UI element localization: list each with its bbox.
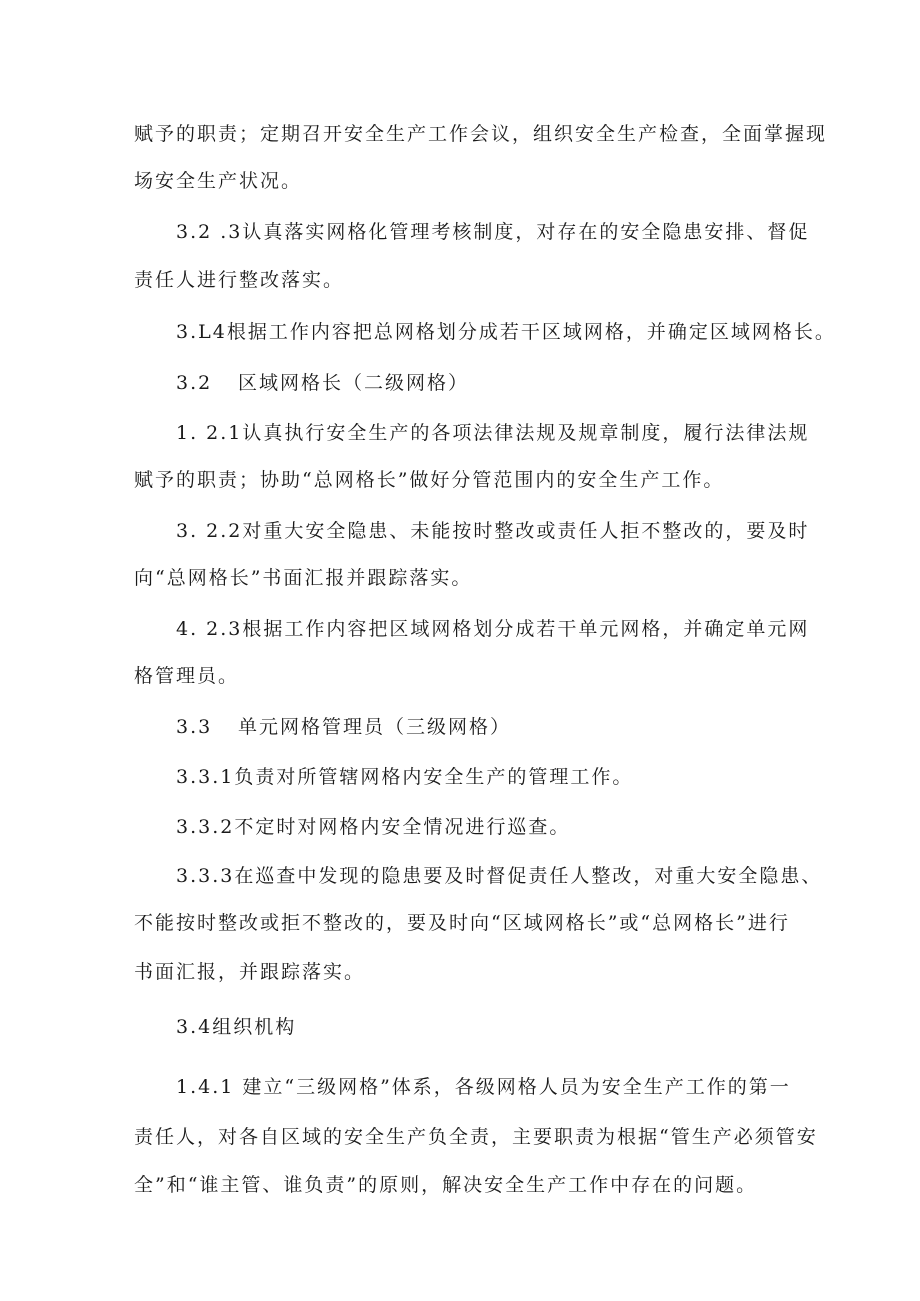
section-heading-title: 单元网格管理员（三级网格） (238, 716, 512, 738)
body-text-line: 3.L4根据工作内容把总网格划分成若干区域网格，并确定区域网格长。 (176, 321, 836, 343)
body-text-line: 场安全生产状况。 (134, 170, 303, 192)
body-text-line: 3.2 .3认真落实网格化管理考核制度，对存在的安全隐患安排、督促 (176, 221, 810, 243)
body-text-line: 全”和“谁主管、谁负责”的原则，解决安全生产工作中存在的问题。 (134, 1174, 758, 1196)
body-text-line: 赋予的职责；定期召开安全生产工作会议，组织安全生产检查，全面掌握现 (134, 123, 828, 145)
body-text-line: 不能按时整改或拒不整改的，要及时向“区域网格长”或“总网格长”进行 (134, 912, 790, 934)
section-heading (176, 371, 920, 395)
body-text-line: 3. 2.2对重大安全隐患、未能按时整改或责任人拒不整改的，要及时 (176, 520, 810, 542)
section-heading: 3.4组织机构 (176, 1016, 297, 1038)
body-text-line: 赋予的职责；协助“总网格长”做好分管范围内的安全生产工作。 (134, 469, 725, 491)
body-text-line: 责任人，对各自区域的安全生产负全责，主要职责为根据“管生产必须管安 (134, 1126, 818, 1148)
body-text-line: 3.3.2不定时对网格内安全情况进行巡查。 (176, 816, 571, 838)
body-text-line: 格管理员。 (134, 665, 240, 687)
body-text-line: 3.3.1负责对所管辖网格内安全生产的管理工作。 (176, 766, 634, 788)
body-text-line: 3.3.3在巡查中发现的隐患要及时督促责任人整改，对重大安全隐患、 (176, 865, 823, 887)
section-heading (176, 715, 920, 739)
body-text-line: 4. 2.3根据工作内容把区域网格划分成若干单元网格，并确定单元网 (176, 618, 810, 640)
body-text-line: 1.4.1 建立“三级网格”体系，各级网格人员为安全生产工作的第一 (176, 1076, 791, 1098)
body-text-line: 向“总网格长”书面汇报并跟踪落实。 (134, 567, 473, 589)
body-text-line: 书面汇报，并跟踪落实。 (134, 961, 366, 983)
section-heading-number: 3.2 (176, 372, 213, 394)
section-heading-title: 区域网格长（二级网格） (238, 372, 470, 394)
body-text-line: 责任人进行整改落实。 (134, 269, 345, 291)
body-text-line: 1. 2.1认真执行安全生产的各项法律法规及规章制度，履行法律法规 (176, 422, 810, 444)
section-heading-number: 3.3 (176, 716, 213, 738)
